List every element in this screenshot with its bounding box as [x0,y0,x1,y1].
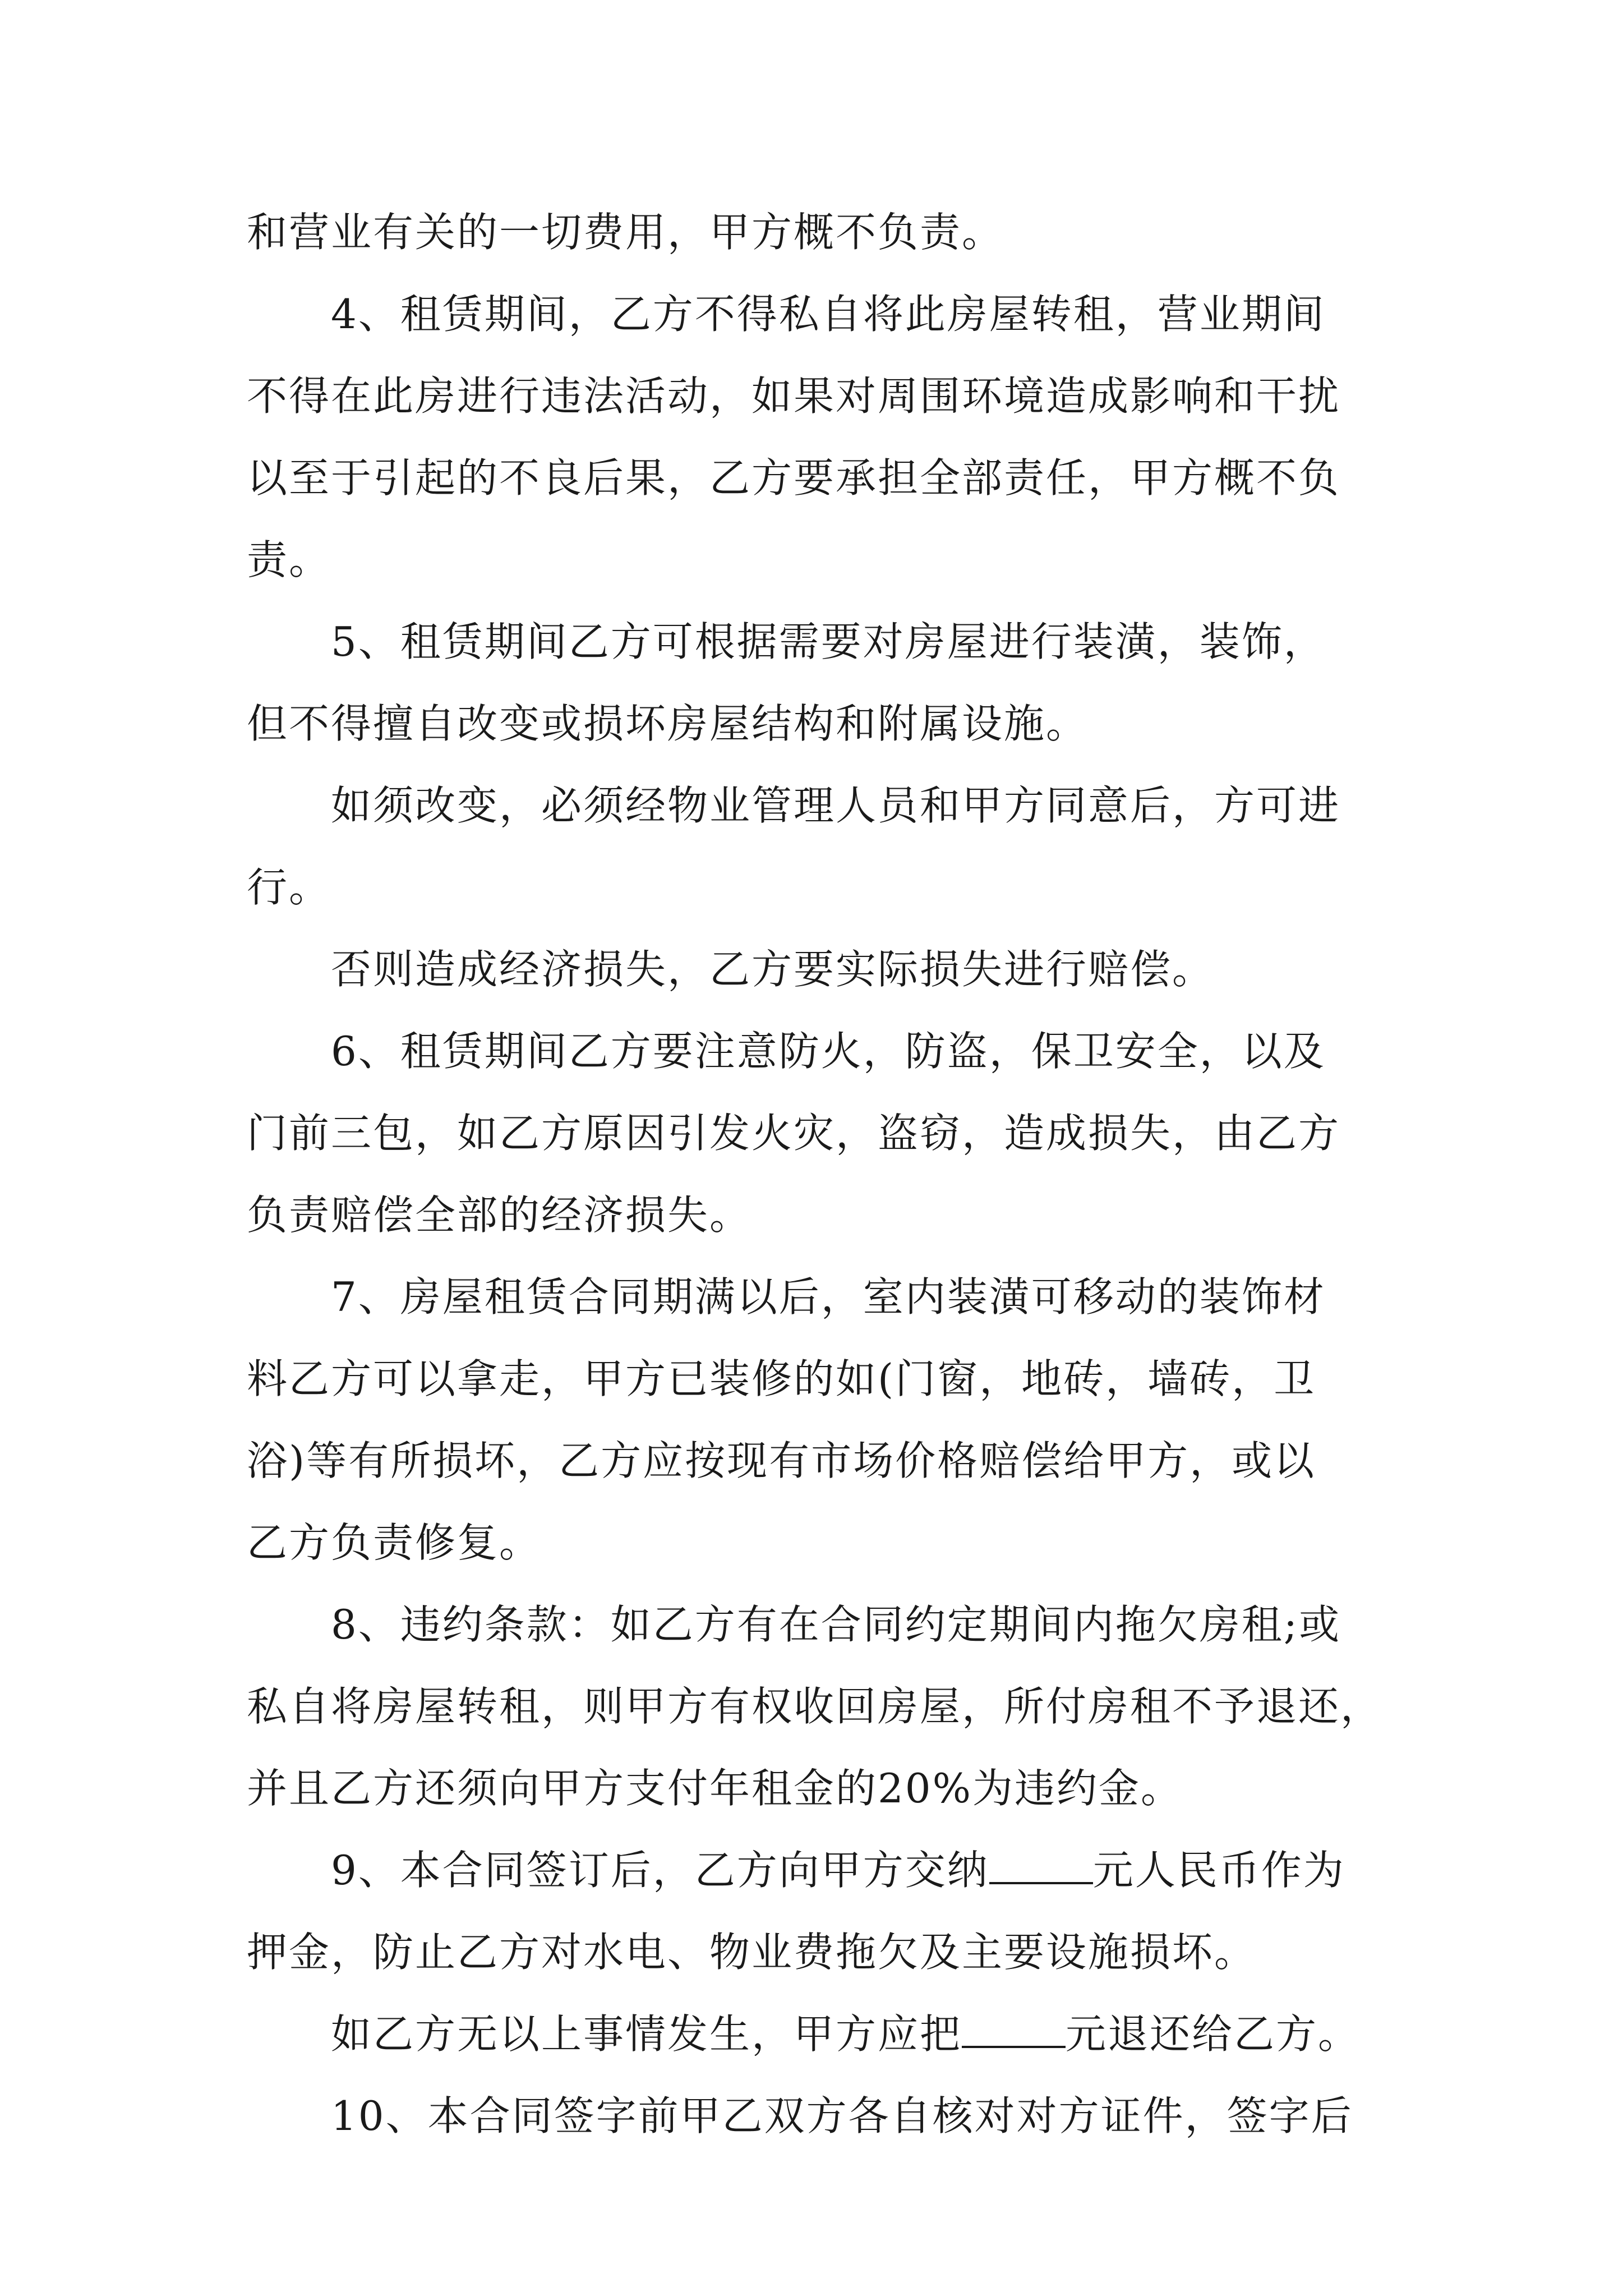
clause-6-line-1: 6、租赁期间乙方要注意防火，防盗，保卫安全，以及 [331,1028,1326,1075]
clause-4-line-2: 不得在此房进行违法活动，如果对周围环境造成影响和干扰 [247,372,1341,420]
refund-amount-blank [962,2011,1066,2048]
refund-text-after: 元退还给乙方。 [1066,2010,1361,2058]
deposit-amount-blank [989,1847,1093,1884]
clause-5-line-1: 5、租赁期间乙方可根据需要对房屋进行装潢，装饰， [331,618,1326,665]
clause-8-line-3: 并且乙方还须向甲方支付年租金的20%为违约金。 [247,1765,1183,1812]
clause-9-line-1 [247,1847,1413,1894]
clause-4-line-4: 责。 [247,536,331,583]
clause-9-text-after: 元人民币作为 [1092,1847,1345,1894]
clause-7-line-4: 乙方负责修复。 [247,1519,542,1566]
paragraph-refund-line [247,2010,1413,2058]
clause-8-line-1: 8、违约条款：如乙方有在合同约定期间内拖欠房租;或 [331,1601,1341,1648]
clause-4-line-1: 4、租赁期间，乙方不得私自将此房屋转租，营业期间 [331,291,1326,338]
document-body [247,209,1413,2139]
clause-7-line-1: 7、房屋租赁合同期满以后，室内装潢可移动的装饰材 [331,1273,1326,1320]
clause-6-line-2: 门前三包，如乙方原因引发火灾，盗窃，造成损失，由乙方 [247,1110,1341,1157]
paragraph-loss: 否则造成经济损失，乙方要实际损失进行赔偿。 [331,946,1215,993]
clause-10-line-1: 10、本合同签字前甲乙双方各自核对对方证件，签字后 [331,2092,1353,2139]
clause-9-line-2: 押金，防止乙方对水电、物业费拖欠及主要设施损坏。 [247,1929,1257,1976]
clause-7-line-3: 浴)等有所损坏，乙方应按现有市场价格赔偿给甲方，或以 [247,1437,1316,1484]
paragraph-change-line-1: 如须改变，必须经物业管理人员和甲方同意后，方可进 [331,782,1341,829]
paragraph-change-line-2: 行。 [247,864,331,911]
clause-7-line-2: 料乙方可以拿走，甲方已装修的如(门窗，地砖，墙砖，卫 [247,1355,1316,1402]
clause-4-line-3: 以至于引起的不良后果，乙方要承担全部责任，甲方概不负 [247,454,1341,501]
clause-8-line-2: 私自将房屋转租，则甲方有权收回房屋，所付房租不予退还， [247,1683,1383,1730]
clause-9-text-before: 9、本合同签订后，乙方向甲方交纳 [331,1847,989,1894]
clause-6-line-3: 负责赔偿全部的经济损失。 [247,1191,752,1239]
text-line: 和营业有关的一切费用，甲方概不负责。 [247,209,1004,256]
refund-text-before: 如乙方无以上事情发生，甲方应把 [331,2010,962,2058]
clause-5-line-2: 但不得擅自改变或损坏房屋结构和附属设施。 [247,700,1089,747]
